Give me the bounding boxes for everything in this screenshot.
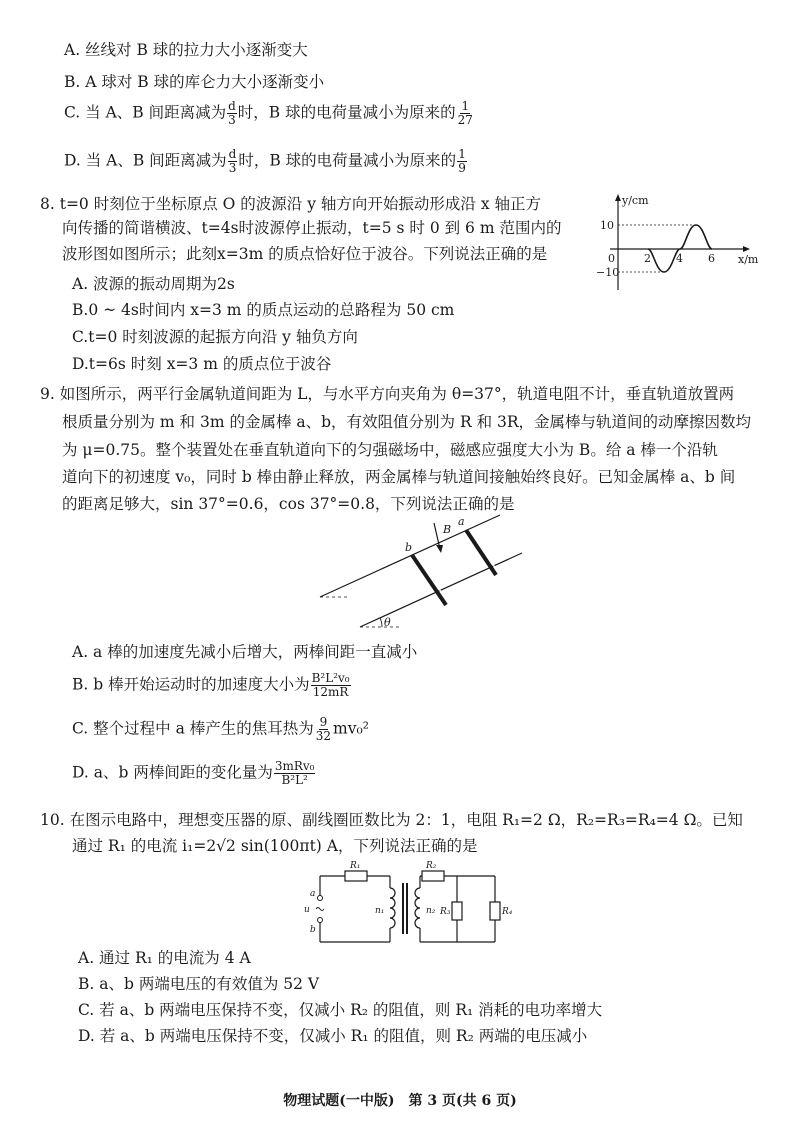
x-tick-4: 4 xyxy=(676,252,683,265)
label-rod-a: a xyxy=(458,515,465,528)
label-r2: R₂ xyxy=(426,861,437,871)
fraction-b-accel: $\frac{\text{B²L²v₀}}{12mR}$ xyxy=(311,671,350,699)
primary-coil xyxy=(390,888,395,928)
q9-stem-line1: 9. 如图所示，两平行金属轨道间距为 L，与水平方向夹角为 θ=37°，轨道电阻不计，垂直轨道放置两 xyxy=(40,385,735,403)
label-n1: n₁ xyxy=(375,906,385,916)
y-axis-label: y/cm xyxy=(622,194,649,207)
resistor-r3 xyxy=(452,902,462,920)
fraction-9-over-32: $\frac{9}{32}$ xyxy=(315,715,332,743)
label-u: u xyxy=(304,905,310,915)
q7-option-d: D. 当 A、B 间距离减为 $\frac{d}{3}$ 时，B 球的电荷量减小为原来的 $\frac{1}{9}$ xyxy=(64,147,466,175)
label-n2: n₂ xyxy=(426,906,436,916)
q8-stem-line3: 波形图如图所示；此刻x=3m 的质点恰好位于波谷。下列说法正确的是 xyxy=(62,245,548,263)
q8-option-c: C.t=0 时刻波源的起振方向沿 y 轴负方向 xyxy=(72,328,358,346)
q9-option-c: C. 整个过程中 a 棒产生的焦耳热为 $\frac{9}{32}$ mv₀² xyxy=(72,715,369,743)
ac-source-icon xyxy=(316,908,324,911)
fraction-d-over-3: $\frac{d}{3}$ xyxy=(228,99,236,127)
y-tick-bottom: −10 xyxy=(596,266,620,279)
q10-stem-line2: 通过 R₁ 的电流 i₁=2√2 sin(100πt) A，下列说法正确的是 xyxy=(72,837,478,855)
terminal-b-icon xyxy=(318,918,323,923)
label-r4: R₄ xyxy=(502,907,513,917)
label-theta: θ xyxy=(384,616,391,629)
q9-option-d: D. a、b 两棒间距的变化量为 $\frac{\text{3mRv₀}}{\text{B²L²}}$ xyxy=(72,759,315,787)
q9-option-b: B. b 棒开始运动时的加速度大小为 $\frac{\text{B²L²v₀}}{12mR}$ xyxy=(72,671,350,699)
q7-option-a: A. 丝线对 B 球的拉力大小逐渐变大 xyxy=(64,41,308,59)
resistor-r4 xyxy=(490,902,500,920)
y-axis-arrow-icon xyxy=(615,194,621,201)
q10-stem-line1: 10. 在图示电路中，理想变压器的原、副线圈匝数比为 2：1，电阻 R₁=2 Ω，R₂=R₃=R₄=4 Ω。已知 xyxy=(40,811,743,829)
q7-option-b: B. A 球对 B 球的库仑力大小逐渐变小 xyxy=(64,73,325,91)
label-b: b xyxy=(310,925,316,935)
q9-stem-line3: 为 μ=0.75。整个装置处在垂直轨道向下的匀强磁场中，磁感应强度大小为 B。给 a 棒一个沿轨 xyxy=(62,441,718,459)
fraction-1-over-27: $\frac{1}{27}$ xyxy=(457,99,473,127)
label-r1: R₁ xyxy=(350,861,361,871)
label-field-b: B xyxy=(443,523,452,536)
q7-option-c: C. 当 A、B 间距离减为 $\frac{d}{3}$ 时，B 球的电荷量减小为原来的 $\frac{1}{27}$ xyxy=(64,99,473,127)
wave-graph xyxy=(596,190,766,300)
resistor-r1 xyxy=(345,871,367,881)
q9-stem-line2: 根质量分别为 m 和 3m 的金属棒 a、b，有效阻值分别为 R 和 3R，金属棒与轨道间的动摩擦因数均 xyxy=(62,413,752,431)
x-axis-arrow-icon xyxy=(743,246,750,252)
q8-option-a: A. 波源的振动周期为2s xyxy=(72,275,235,293)
rod-b xyxy=(412,555,446,605)
label-r3: R₃ xyxy=(440,907,451,917)
secondary-coil xyxy=(415,888,420,928)
q9-stem-line5: 的距离足够大，sin 37°=0.6，cos 37°=0.8，下列说法正确的是 xyxy=(62,495,515,513)
q9-stem-line4: 道向下的初速度 v₀，同时 b 棒由静止释放，两金属棒与轨道间接触始终良好。已知金属棒 a、b 间 xyxy=(62,468,736,486)
incline-rails-figure xyxy=(300,505,530,635)
y-tick-top: 10 xyxy=(600,219,614,232)
q10-option-b: B. a、b 两端电压的有效值为 52 V xyxy=(78,975,320,993)
resistor-r2 xyxy=(422,871,444,881)
rod-a xyxy=(466,530,496,575)
terminal-a-icon xyxy=(318,896,323,901)
fraction-d-over-3: $\frac{d}{3}$ xyxy=(228,147,237,175)
upper-rail xyxy=(320,515,500,597)
q10-option-a: A. 通过 R₁ 的电流为 4 A xyxy=(78,949,251,967)
q8-option-b: B.0 ~ 4s时间内 x=3 m 的质点运动的总路程为 50 cm xyxy=(72,301,455,319)
x-axis-label: x/m xyxy=(738,253,759,266)
page-footer: 物理试题(一中版) 第 3 页(共 6 页) xyxy=(283,1093,517,1109)
angle-arc xyxy=(380,618,382,627)
x-tick-2: 2 xyxy=(644,252,651,265)
q10-option-c: C. 若 a、b 两端电压保持不变，仅减小 R₂ 的阻值，则 R₁ 消耗的电功率增大 xyxy=(78,1001,603,1019)
label-a: a xyxy=(310,889,316,899)
fraction-distance-change: $\frac{\text{3mRv₀}}{\text{B²L²}}$ xyxy=(274,759,315,787)
q8-option-d: D.t=6s 时刻 x=3 m 的质点位于波谷 xyxy=(72,355,332,373)
q8-stem-line1: 8. t=0 时刻位于坐标原点 O 的波源沿 y 轴方向开始振动形成沿 x 轴正方 xyxy=(40,195,541,213)
transformer-circuit xyxy=(300,858,520,952)
origin-label: 0 xyxy=(608,252,615,265)
q8-stem-line2: 向传播的简谐横波、t=4s时波源停止振动，t=5 s 时 0 到 6 m 范围内的 xyxy=(62,219,562,237)
q10-option-d: D. 若 a、b 两端电压保持不变，仅减小 R₁ 的阻值，则 R₂ 两端的电压减小 xyxy=(78,1027,588,1045)
label-rod-b: b xyxy=(405,541,413,554)
q9-option-a: A. a 棒的加速度先减小后增大，两棒间距一直减小 xyxy=(72,643,418,661)
fraction-1-over-9: $\frac{1}{9}$ xyxy=(458,147,466,175)
x-tick-6: 6 xyxy=(708,252,715,265)
